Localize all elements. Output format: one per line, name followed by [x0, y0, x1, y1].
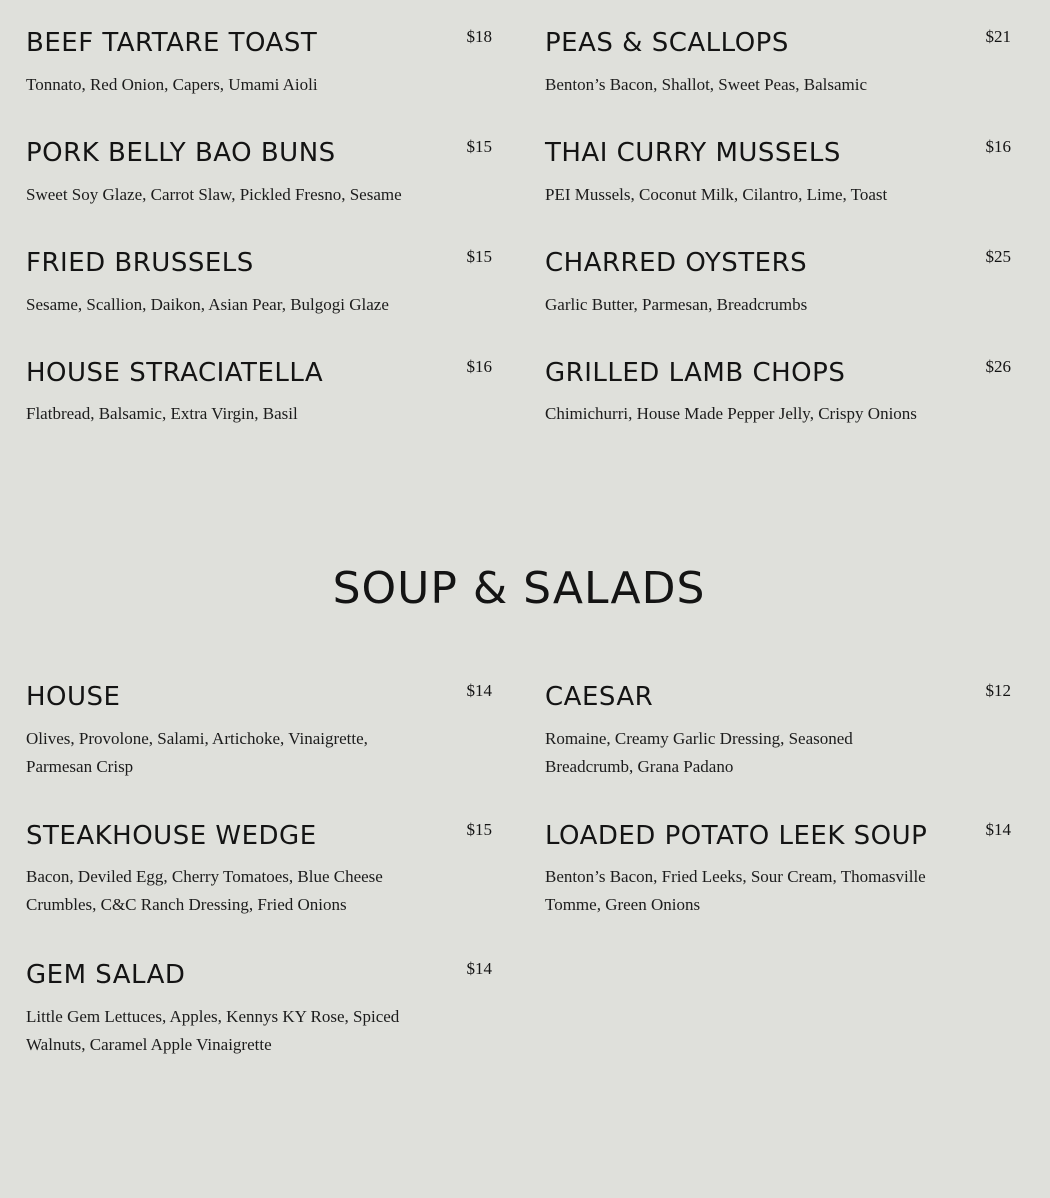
starters-right-column: [545, 26, 1016, 466]
item-name: HOUSE: [26, 682, 121, 712]
menu-item: [26, 246, 545, 356]
item-name: GEM SALAD: [26, 960, 186, 990]
section-title: SOUP & SALADS: [332, 563, 706, 614]
item-name: PORK BELLY BAO BUNS: [26, 138, 336, 168]
item-description: Flatbread, Balsamic, Extra Virgin, Basil: [26, 404, 298, 423]
item-price: $15: [466, 820, 492, 839]
item-description: Chimichurri, House Made Pepper Jelly, Crispy Onions: [545, 404, 917, 423]
item-description: Romaine, Creamy Garlic Dressing, Seasoned Breadcrumb, Grana Padano: [545, 729, 853, 776]
item-description: Sesame, Scallion, Daikon, Asian Pear, Bulgogi Glaze: [26, 295, 389, 314]
item-price: $25: [985, 247, 1011, 266]
item-name: FRIED BRUSSELS: [26, 248, 254, 278]
menu-item: [545, 246, 1016, 356]
item-price: $14: [466, 681, 492, 700]
item-price: $26: [985, 357, 1011, 376]
item-name: CAESAR: [545, 682, 654, 712]
soups-right-column: [545, 680, 1016, 1097]
item-name: PEAS & SCALLOPS: [545, 28, 789, 58]
item-name: THAI CURRY MUSSELS: [545, 138, 841, 168]
item-name: STEAKHOUSE WEDGE: [26, 821, 317, 851]
menu-item: [545, 819, 1016, 958]
soup-salads-menu: [26, 680, 1016, 1097]
item-name: CHARRED OYSTERS: [545, 248, 808, 278]
item-description: Garlic Butter, Parmesan, Breadcrumbs: [545, 295, 808, 314]
menu-item: [26, 136, 545, 246]
item-price: $21: [985, 27, 1011, 46]
item-description: Sweet Soy Glaze, Carrot Slaw, Pickled Fresno, Sesame: [26, 185, 402, 204]
menu-item: [545, 136, 1016, 246]
item-description: Benton’s Bacon, Fried Leeks, Sour Cream, Thomasville Tomme, Green Onions: [545, 867, 926, 914]
menu-item: [26, 26, 545, 136]
menu-item: [26, 819, 545, 958]
menu-item: [26, 958, 545, 1097]
item-price: $14: [985, 820, 1011, 839]
item-price: $16: [466, 357, 492, 376]
menu-item: [545, 26, 1016, 136]
item-description: Little Gem Lettuces, Apples, Kennys KY Rose, Spiced Walnuts, Caramel Apple Vinaigrette: [26, 1007, 400, 1054]
starters-menu: [26, 26, 1016, 466]
item-name: LOADED POTATO LEEK SOUP: [545, 821, 928, 851]
item-price: $12: [985, 681, 1011, 700]
item-price: $16: [985, 137, 1011, 156]
item-name: BEEF TARTARE TOAST: [26, 28, 318, 58]
item-description: Olives, Provolone, Salami, Artichoke, Vinaigrette, Parmesan Crisp: [26, 729, 368, 776]
item-description: Benton’s Bacon, Shallot, Sweet Peas, Balsamic: [545, 75, 868, 94]
item-price: $18: [466, 27, 492, 46]
item-description: PEI Mussels, Coconut Milk, Cilantro, Lime, Toast: [545, 185, 888, 204]
item-name: HOUSE STRACIATELLA: [26, 358, 324, 388]
item-price: $15: [466, 137, 492, 156]
menu-item: [545, 680, 1016, 819]
soups-left-column: [26, 680, 545, 1097]
menu-item: [26, 356, 545, 466]
menu-item: [26, 680, 545, 819]
item-description: Bacon, Deviled Egg, Cherry Tomatoes, Blue Cheese Crumbles, C&C Ranch Dressing, Fried Onions: [26, 867, 383, 914]
item-price: $14: [466, 959, 492, 978]
menu-item: [545, 356, 1016, 466]
item-description: Tonnato, Red Onion, Capers, Umami Aioli: [26, 75, 318, 94]
starters-left-column: [26, 26, 545, 466]
item-price: $15: [466, 247, 492, 266]
item-name: GRILLED LAMB CHOPS: [545, 358, 846, 388]
